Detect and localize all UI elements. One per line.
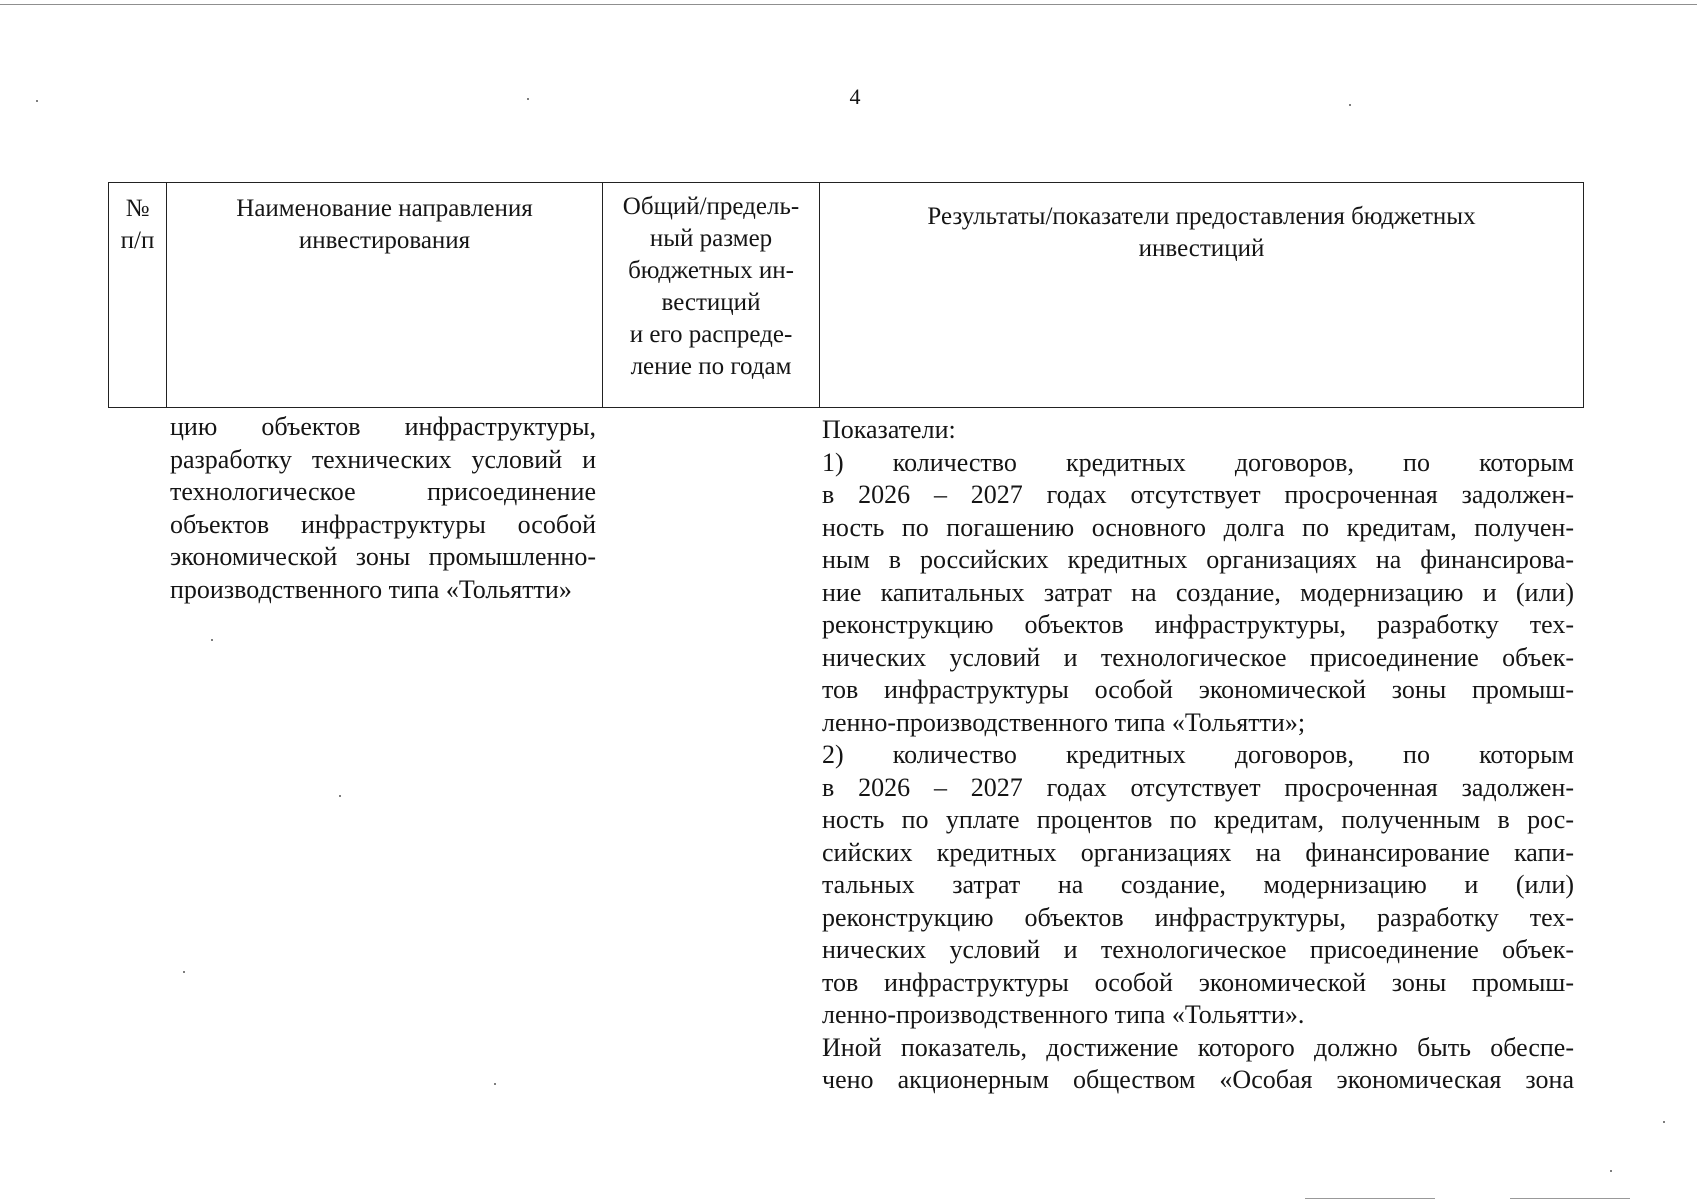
direction-name-text <box>170 411 596 606</box>
header-amount-line: ный размер <box>649 225 773 252</box>
header-amount-line: и его распреде- <box>629 321 793 348</box>
scan-speck <box>36 100 38 102</box>
text-line: 2) количество кредитных договоров, по которым <box>822 740 1574 769</box>
scan-speck <box>494 1083 496 1085</box>
results-text <box>822 414 1574 1097</box>
scan-speck <box>1610 1170 1612 1172</box>
table-header <box>108 182 1584 408</box>
text-line: нических условий и технологическое присоединение объек- <box>822 935 1574 964</box>
header-direction-line: Наименование направления <box>236 195 533 222</box>
text-line: Иной показатель, достижение которого должно быть обеспе- <box>822 1032 1574 1062</box>
text-line: объектов инфраструктуры особой <box>170 509 596 539</box>
text-line: чено акционерным обществом «Особая экономическая зона <box>822 1065 1574 1094</box>
header-results-line: Результаты/показатели предоставления бюджетных <box>927 203 1476 230</box>
text-line: ность по уплате процентов по кредитам, полученным в рос- <box>822 805 1574 834</box>
header-results-line: инвестиций <box>1138 235 1265 262</box>
header-number-line: № <box>125 195 150 222</box>
page-number: 4 <box>849 84 861 109</box>
text-line: нических условий и технологическое присоединение объек- <box>822 642 1574 672</box>
header-amount-line: ление по годам <box>630 353 792 380</box>
text-line: тов инфраструктуры особой экономической зоны промыш- <box>822 967 1574 997</box>
scan-bottom-edge <box>1510 1198 1630 1199</box>
header-number-line: п/п <box>120 227 155 254</box>
text-line: в 2026 – 2027 годах отсутствует просроченная задолжен- <box>822 772 1574 802</box>
text-line: тов инфраструктуры особой экономической зоны промыш- <box>822 675 1574 704</box>
header-cell-number <box>109 183 167 407</box>
header-cell-budget-amount <box>603 183 820 407</box>
text-line: производственного типа «Тольятти» <box>170 574 572 604</box>
other-indicator <box>822 1032 1574 1097</box>
scan-speck <box>1663 1121 1665 1123</box>
text-line: сийских кредитных организациях на финансирование капи- <box>822 837 1574 867</box>
text-line: реконструкцию объектов инфраструктуры, разработку тех- <box>822 610 1574 639</box>
text-line: реконструкцию объектов инфраструктуры, разработку тех- <box>822 902 1574 932</box>
indicator-1 <box>822 447 1574 740</box>
indicators-heading: Показатели: <box>822 415 956 444</box>
text-line: экономической зоны промышленно- <box>170 542 596 571</box>
scan-bottom-edge <box>1305 1198 1435 1199</box>
text-line: разработку технических условий и <box>170 444 596 474</box>
text-line: ность по погашению основного долга по кредитам, получен- <box>822 512 1574 542</box>
scan-speck <box>339 795 341 797</box>
text-line: 1) количество кредитных договоров, по которым <box>822 447 1574 477</box>
scan-speck <box>527 98 529 100</box>
scan-speck <box>183 971 185 973</box>
text-line: ленно-производственного типа «Тольятти»; <box>822 707 1306 737</box>
text-line: тальных затрат на создание, модернизацию и (или) <box>822 870 1574 899</box>
text-line: ным в российских кредитных организациях на финансирова- <box>822 545 1574 574</box>
scan-speck <box>211 639 213 641</box>
text-line: ленно-производственного типа «Тольятти». <box>822 1000 1305 1029</box>
indicator-2 <box>822 739 1574 1032</box>
header-cell-direction-name <box>167 183 603 407</box>
header-amount-line: Общий/предель- <box>622 193 800 220</box>
header-direction-line: инвестирования <box>298 227 471 254</box>
text-line: технологическое присоединение <box>170 477 596 506</box>
scan-speck <box>1349 104 1351 106</box>
text-line: ние капитальных затрат на создание, модернизацию и (или) <box>822 577 1574 607</box>
header-amount-line: вестиций <box>661 289 761 316</box>
scan-top-edge <box>0 4 1697 5</box>
header-amount-line: бюджетных ин- <box>628 257 794 284</box>
text-line: цию объектов инфраструктуры, <box>170 412 596 441</box>
header-cell-results <box>820 183 1583 407</box>
text-line: в 2026 – 2027 годах отсутствует просроченная задолжен- <box>822 480 1574 509</box>
